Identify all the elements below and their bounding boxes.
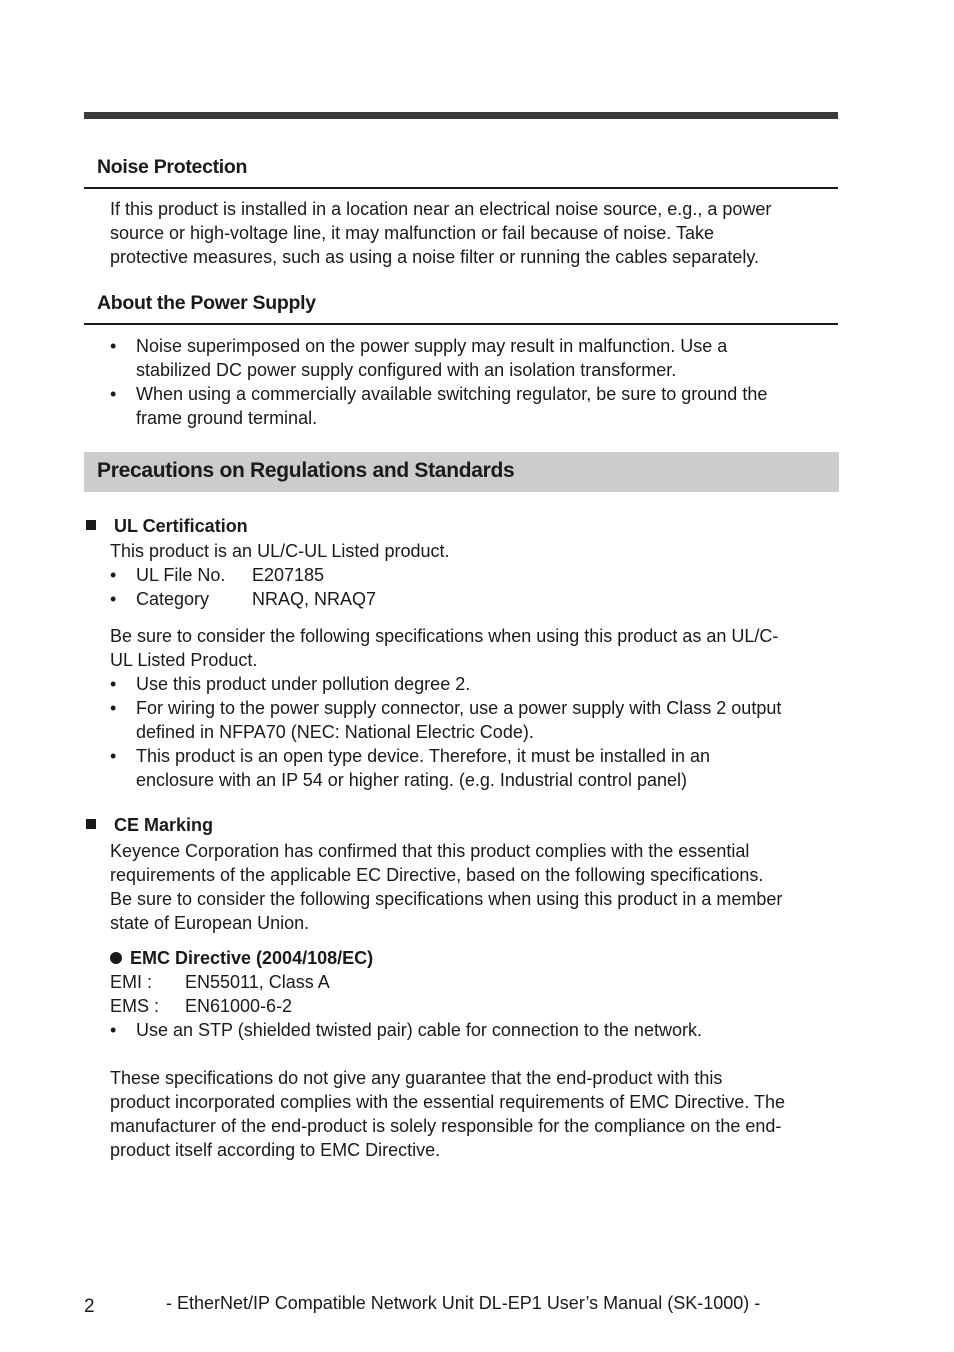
noise-protection-heading: Noise Protection bbox=[84, 156, 838, 189]
emc-directive-heading: EMC Directive (2004/108/EC) bbox=[110, 946, 845, 970]
ul-category-item bbox=[110, 587, 840, 611]
text-line: enclosure with an IP 54 or higher rating. (e.g. Industrial control panel) bbox=[136, 770, 687, 790]
text-line: • This product is an open type device. Therefore, it must be installed in an bbox=[136, 746, 710, 766]
list-item bbox=[110, 744, 840, 792]
noise-protection-text bbox=[110, 197, 771, 269]
text-line: • Noise superimposed on the power supply may result in malfunction. Use a bbox=[136, 336, 728, 356]
text-line: Be sure to consider the following specifications when using this product as an UL/C- bbox=[110, 626, 779, 646]
text-line: • For wiring to the power supply connector, use a power supply with Class 2 output bbox=[136, 698, 782, 718]
text-line: requirements of the applicable EC Directive, based on the following specifications. bbox=[110, 865, 764, 885]
text-line: • Use this product under pollution degree 2. bbox=[136, 674, 471, 694]
ce-marking-body bbox=[110, 839, 845, 1162]
text-line: UL Listed Product. bbox=[110, 650, 258, 670]
list-item bbox=[110, 1018, 845, 1042]
text-line: stabilized DC power supply configured with an isolation transformer. bbox=[136, 360, 677, 380]
ul-file-item bbox=[110, 563, 840, 587]
text-line: protective measures, such as using a noise filter or running the cables separately. bbox=[110, 247, 760, 267]
ul-category-value: NRAQ, NRAQ7 bbox=[252, 589, 377, 609]
filled-circle-bullet-icon bbox=[110, 952, 122, 964]
ul-certification-body bbox=[110, 539, 840, 792]
footer-title: - EtherNet/IP Compatible Network Unit DL-EP1 User’s Manual (SK-1000) - bbox=[166, 1293, 761, 1313]
text-line: • Use an STP (shielded twisted pair) cable for connection to the network. bbox=[136, 1020, 702, 1040]
ce-marking-heading: CE Marking bbox=[86, 815, 213, 836]
text-line: defined in NFPA70 (NEC: National Electric Code). bbox=[136, 722, 534, 742]
text-line: manufacturer of the end-product is solely responsible for the compliance on the end- bbox=[110, 1116, 782, 1136]
text-line: state of European Union. bbox=[110, 913, 310, 933]
text-line: product itself according to EMC Directive. bbox=[110, 1140, 441, 1160]
ems-value: EN61000-6-2 bbox=[185, 996, 293, 1016]
ems-label: EMS : bbox=[110, 996, 160, 1016]
emi-label: EMI : bbox=[110, 972, 153, 992]
regulations-section-band bbox=[84, 452, 839, 492]
text-line: product incorporated complies with the essential requirements of EMC Directive. The bbox=[110, 1092, 785, 1112]
list-item bbox=[110, 382, 767, 430]
emi-value: EN55011, Class A bbox=[185, 972, 330, 992]
text-line: Be sure to consider the following specifications when using this product in a member bbox=[110, 889, 783, 909]
power-supply-list bbox=[110, 334, 767, 430]
text-line: frame ground terminal. bbox=[136, 408, 318, 428]
ul-file-value: E207185 bbox=[252, 565, 325, 585]
list-item bbox=[110, 696, 840, 744]
top-rule bbox=[84, 112, 838, 119]
ul-category-label: • Category bbox=[136, 589, 210, 609]
list-item bbox=[110, 672, 840, 696]
power-supply-heading: About the Power Supply bbox=[84, 292, 838, 325]
square-bullet-icon bbox=[86, 819, 96, 829]
text-line: source or high-voltage line, it may malfunction or fail because of noise. Take bbox=[110, 223, 714, 243]
text-line: If this product is installed in a location near an electrical noise source, e.g., a power bbox=[110, 199, 772, 219]
emi-row bbox=[110, 970, 845, 994]
ul-file-label: • UL File No. bbox=[136, 565, 226, 585]
page-number: 2 bbox=[84, 1296, 95, 1317]
square-bullet-icon bbox=[86, 520, 96, 530]
text-line: • When using a commercially available switching regulator, be sure to ground the bbox=[136, 384, 768, 404]
text-line: Keyence Corporation has confirmed that this product complies with the essential bbox=[110, 841, 750, 861]
ul-intro: This product is an UL/C-UL Listed product. bbox=[110, 541, 450, 561]
text-line: These specifications do not give any guarantee that the end-product with this bbox=[110, 1068, 723, 1088]
regulations-heading: Precautions on Regulations and Standards bbox=[97, 459, 515, 482]
ems-row bbox=[110, 994, 845, 1018]
ul-certification-heading: UL Certification bbox=[86, 516, 248, 537]
list-item bbox=[110, 334, 767, 382]
